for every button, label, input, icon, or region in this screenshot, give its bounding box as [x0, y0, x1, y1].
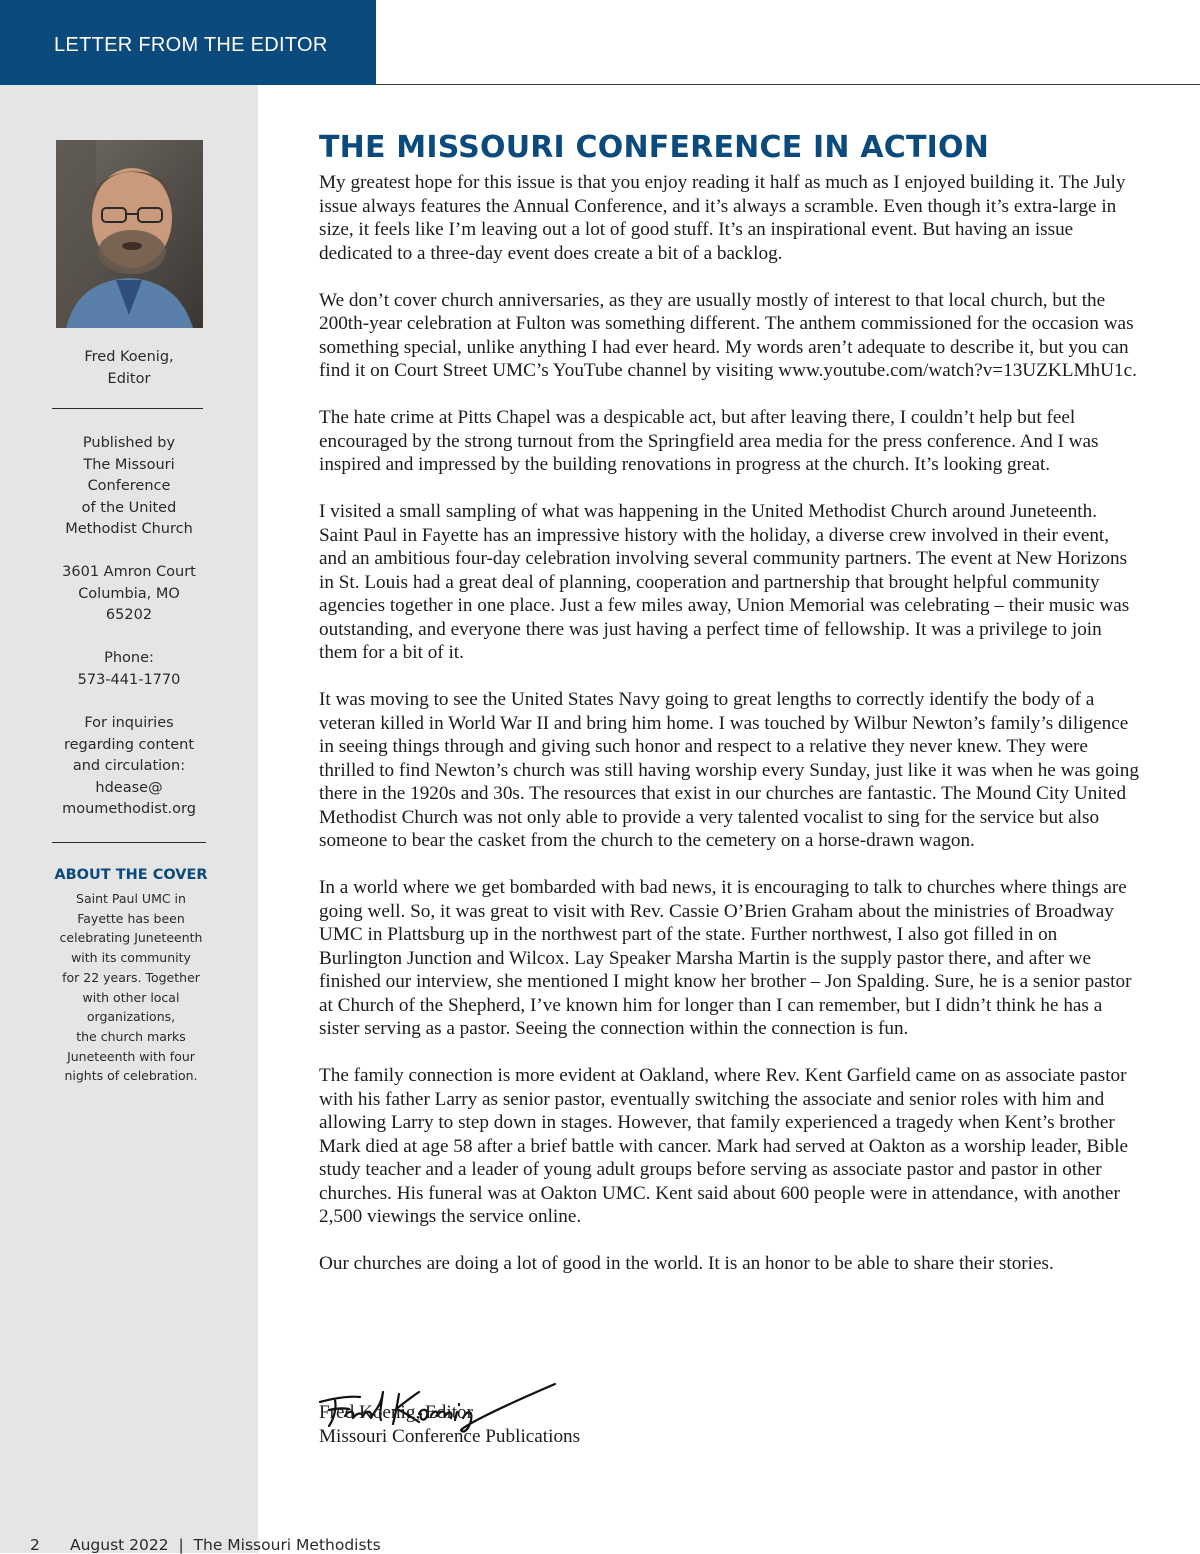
sidebar-divider	[52, 408, 203, 409]
publisher-line: Methodist Church	[65, 521, 193, 537]
publisher-info	[0, 433, 258, 541]
address-line: Columbia, MO	[78, 585, 180, 602]
editor-role: Editor	[107, 370, 151, 387]
cover-line: with other local	[82, 989, 180, 1005]
publisher-line: of the United	[81, 499, 177, 516]
cover-line: Fayette has been	[77, 910, 185, 926]
about-cover-text	[0, 889, 262, 1086]
address-line: 65202	[105, 607, 153, 623]
article-paragraph: It was moving to see the United States Navy going to great lengths to correctly identify the body of a veteran killed in World War II and bring him home. I was touched by Wilbur Newton’s family’s diligence in seeing things through and giving such honor and respect to a relative they never knew. They were thrilled to find Newton’s church was still having worship every Sunday, just like it was when he was going there in the 1920s and 30s. The resources that exist in our churches are fantastic. The Mound City United Methodist Church was not only able to provide a very talented vocalist to sing for the service but also someone to bear the casket from the church to the cemetery on a horse-drawn wagon.	[319, 689, 1139, 851]
phone-label: Phone:	[104, 650, 154, 666]
cover-line: celebrating Juneteenth	[59, 930, 203, 946]
page-number: 2	[30, 1536, 40, 1554]
address-info	[0, 562, 258, 627]
article-paragraph: Our churches are doing a lot of good in the world. It is an honor to be able to share their stories.	[319, 1253, 1054, 1274]
section-header-band	[0, 0, 376, 85]
signoff-org: Missouri Conference Publications	[319, 1425, 581, 1447]
article-paragraph: The hate crime at Pitts Chapel was a despicable act, but after leaving there, I couldn’t help but feel encouraged by the strong turnout from the Springfield area media for the press conference. And I was inspired and impressed by the building renovations in progress at the church. It’s looking great.	[319, 407, 1099, 475]
cover-line: Juneteenth with four	[67, 1048, 195, 1064]
phone-number: 573-441-1770	[77, 671, 181, 688]
section-label: LETTER FROM THE EDITOR	[54, 34, 328, 56]
article-paragraph: I visited a small sampling of what was happening in the United Methodist Church around Juneteenth. Saint Paul in Fayette has an impressive history with the holiday, a diverse crew involved in their event, and an ambitious four-day celebration involving several community partners. The event at New Horizons in St. Louis had a great deal of planning, cooperation and partnership that brought helpful community agencies together in one place. Just a few miles away, Union Memorial was celebrating – their music was outstanding, and everyone there was just having a perfect time of fellowship. It was a privilege to join them for a bit of it.	[319, 501, 1130, 663]
article-paragraph: In a world where we get bombarded with bad news, it is encouraging to talk to churches where things are going well. So, it was great to visit with Rev. Cassie O’Brien Graham about the ministries of Broadway UMC in Plattsburg up in the northwest part of the state. Further northwest, I also got filled in on Burlington Junction and Wilcox. Lay Speaker Marsha Martin is the supply pastor there, and after we finished our interview, she mentioned I might know her brother – Jon Spalding. Sure, he is a senior pastor at Church of the Shepherd, I’ve known him for longer than I can remember, but I didn’t think he has a sister serving as a pastor. Seeing the connection within the connection is fun.	[319, 877, 1132, 1039]
cover-line: Saint Paul UMC in	[76, 891, 186, 906]
signoff	[319, 1401, 580, 1448]
inquiry-line: and circulation:	[72, 758, 186, 774]
cover-line: the church marks	[76, 1028, 186, 1044]
publisher-line: Published by	[82, 435, 176, 451]
page-footer	[30, 1536, 381, 1554]
article-paragraph: We don’t cover church anniversaries, as they are usually mostly of interest to that local church, but the 200th-year celebration at Fulton was something different. The anthem commissioned for the occasion was something special, unlike anything I had ever heard. My words aren’t adequate to describe it, but you can find it on Court Street UMC’s YouTube channel by visiting www.youtube.com/watch?v=13UZKLMhU1c.	[319, 289, 1137, 381]
address-line: 3601 Amron Court	[62, 564, 196, 580]
header-divider	[376, 84, 1200, 85]
inquiry-line: For inquiries	[84, 715, 174, 731]
inquiry-email: moumethodist.org	[62, 801, 196, 817]
sidebar-divider	[52, 842, 206, 843]
editor-name: Fred Koenig,	[84, 349, 174, 365]
portrait-image	[56, 140, 203, 328]
editor-credit	[0, 347, 258, 390]
phone-info	[0, 648, 258, 691]
article-paragraph: The family connection is more evident at Oakland, where Rev. Kent Garfield came on as associate pastor with his father Larry as senior pastor, eventually switching the associate and senior roles with him and allowing Larry to step down in stages. However, that family experienced a tragedy when Kent’s brother Mark died at age 58 after a brief battle with cancer. Mark had served at Oakton as a worship leader, Bible study teacher and a leader of young adult groups before serving as associate pastor and pastor in other churches. His funeral was at Oakton UMC. Kent said about 600 people were in attendance, with another 2,500 viewings the service online.	[319, 1065, 1129, 1227]
article-body	[319, 171, 1139, 1299]
issue-label: August 2022 | The Missouri Methodists	[70, 1536, 381, 1554]
signoff-name: Fred Koenig, Editor	[319, 1402, 474, 1423]
cover-line: for 22 years. Together	[62, 969, 200, 985]
article-paragraph: My greatest hope for this issue is that you enjoy reading it half as much as I enjoyed building it. The July issue always features the Annual Conference, and it’s always a scramble. Even though it’s extra-large in size, it feels like I’m leaving out a lot of good stuff. It’s an inspirational event. But having an issue dedicated to a three-day event does create a bit of a backlog.	[319, 172, 1126, 264]
inquiry-email: hdease@	[95, 779, 163, 796]
cover-line: organizations,	[86, 1009, 176, 1025]
publisher-line: The Missouri	[83, 456, 175, 473]
cover-line: with its community	[71, 950, 191, 966]
editor-photo	[56, 140, 203, 328]
inquiry-info	[0, 713, 258, 821]
cover-line: nights of celebration.	[64, 1068, 198, 1084]
inquiry-line: regarding content	[63, 736, 195, 753]
about-cover-heading: ABOUT THE COVER	[54, 867, 208, 883]
publisher-line: Conference	[87, 478, 171, 494]
article-title: THE MISSOURI CONFERENCE IN ACTION	[319, 130, 990, 165]
